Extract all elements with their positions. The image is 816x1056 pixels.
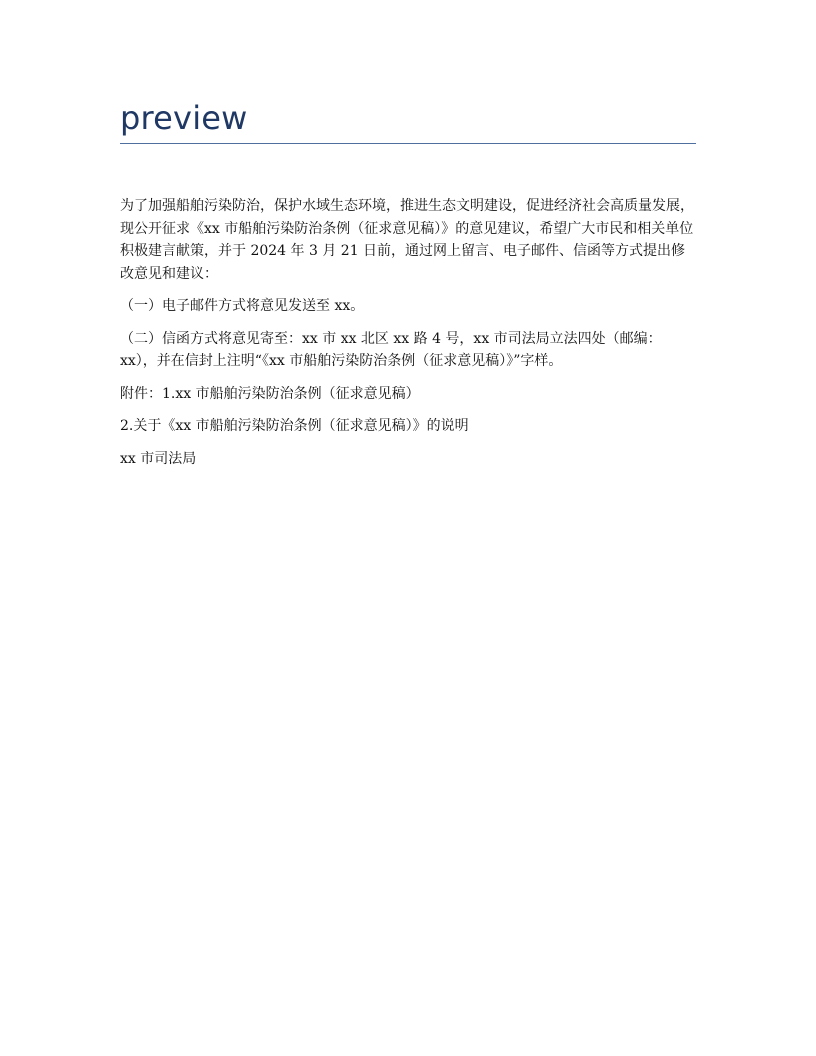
attachment-1: 附件：1.xx 市船舶污染防治条例（征求意见稿） bbox=[120, 385, 420, 402]
attachment-2: 2.关于《xx 市船舶污染防治条例（征求意见稿）》的说明 bbox=[120, 418, 469, 434]
email-method-paragraph: （一）电子邮件方式将意见发送至 xx。 bbox=[120, 298, 365, 314]
title-divider bbox=[120, 143, 696, 144]
letter-method-paragraph: （二）信函方式将意见寄至：xx 市 xx 北区 xx 路 4 号，xx 市司法局立法四处（邮编：xx），并在信封上注明“《xx 市船舶污染防治条例（征求意见稿）》”字样。 bbox=[120, 330, 662, 369]
intro-paragraph: 为了加强船舶污染防治，保护水域生态环境，推进生态文明建设，促进经济社会高质量发展，现公开征求《xx 市船舶污染防治条例（征求意见稿）》的意见建议，希望广大市民和相关单位积极建言献策，并于 2024 年 3 月 21 日前，通过网上留言、电子邮件、信函等方式提出修改意见和建议： bbox=[120, 198, 694, 282]
page-title: preview bbox=[120, 99, 248, 137]
issuer-signature: xx 市司法局 bbox=[120, 450, 197, 467]
document-body bbox=[120, 195, 696, 480]
